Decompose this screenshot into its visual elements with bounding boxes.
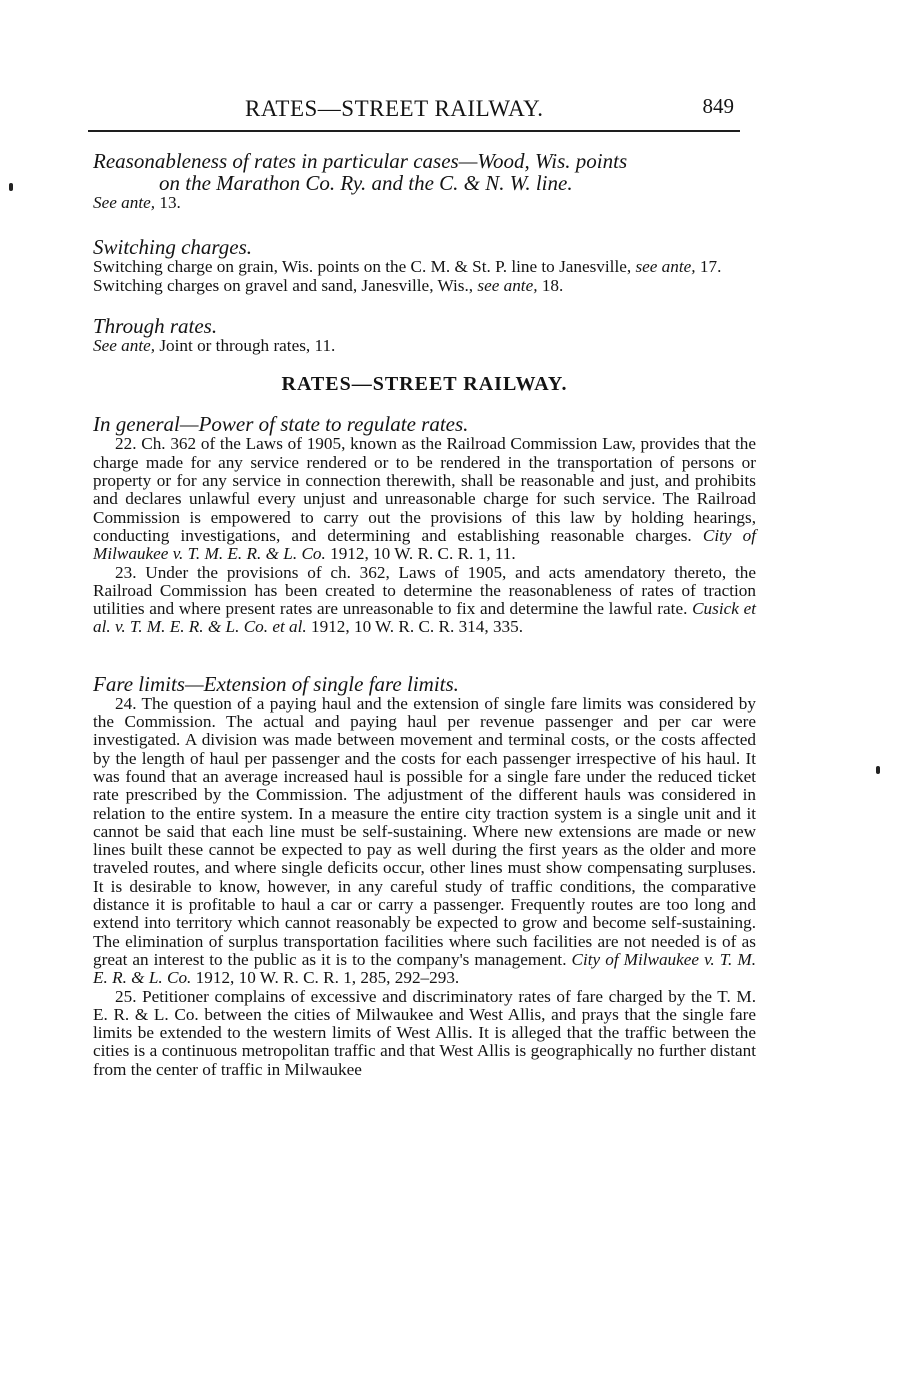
heading-in-general: In general—Power of state to regulate rates. <box>93 412 469 437</box>
ref-number: 13. <box>155 193 181 212</box>
heading-fare-limits: Fare limits—Extension of single fare limits. <box>93 671 459 696</box>
switching-item-gravel <box>93 277 756 295</box>
report-citation: 1912, 10 W. R. C. R. 1, 11. <box>325 544 516 564</box>
section-title: RATES—STREET RAILWAY. <box>281 373 568 396</box>
switching-item-grain <box>93 258 756 276</box>
heading-line: Reasonableness of rates in particular cases—Wood, Wis. points <box>93 149 628 173</box>
see-ante-reference <box>93 194 756 212</box>
item-text: Switching charges on gravel and sand, Janesville, Wis., <box>93 275 478 295</box>
report-citation: 1912, 10 W. R. C. R. 1, 285, 292–293. <box>191 968 460 988</box>
paragraph-text: 24. The question of a paying haul and the extension of single fare limits was considered by the Commission. The actual and paying haul per revenue passenger and per car were investigated. A division was made between movement and terminal costs, or the costs affected by the length of haul per passenger and the costs for each passenger irrespective of his haul. It was found that an average increased haul is possible for a single fare under the reduced ticket rate prescribed by the Commission. The adjustment of the different hauls was considered in relation to the entire system. In a measure the entire city traction system is a single unit and it cannot be said that each line must be self-sustaining. Where new extensions are made or new lines built these cannot be expected to pay as well during the first years as the older and more traveled routes, and where single deficits occur, other lines must show compensating surpluses. It is desirable to know, however, in any careful study of traffic conditions, the comparative distance it is profitable to haul a car or carry a passenger. Frequently routes are too long and extend into territory which cannot reasonably be expected to grow and become self-sustaining. The elimination of surplus transportation facilities where such facilities are not needed is of as great an interest to the public as it is to the company's management. <box>93 693 756 969</box>
page-number: 849 <box>702 94 734 118</box>
page-body <box>93 150 756 1079</box>
paragraph-22 <box>93 435 756 563</box>
heading-through-rates: Through rates. <box>93 313 218 338</box>
spacer <box>93 295 756 315</box>
see-ante-label: see ante, <box>635 257 696 277</box>
item-text: Switching charge on grain, Wis. points on the C. M. & St. P. line to Janesville, <box>93 257 636 277</box>
case-citation: Cusick et al. v. T. M. E. R. & L. Co. et al. <box>93 599 756 637</box>
case-citation: City of Milwaukee v. T. M. E. R. & L. Co. <box>93 525 756 564</box>
paragraph-text: 23. Under the provisions of ch. 362, Laws of 1905, and acts amendatory thereto, the Railroad Commission has been created to determine the reasonableness of rates of traction utilities and where present rates are unreasonable to fix and determine the lawful rate. <box>93 562 756 619</box>
case-citation: City of Milwaukee v. T. M. E. R. & L. Co. <box>93 949 756 988</box>
running-header <box>88 96 738 128</box>
paragraph-25: 25. Petitioner complains of excessive and discriminatory rates of fare charged by the T. M. E. R. & L. Co. between the cities of Milwaukee and West Allis, and prays that the single fare limits be extended to the western limits of West Allis. It is alleged that the traffic between the cities is a continuous metropolitan traffic and that West Allis is geographically no further distant from the center of traffic in Milwaukee <box>93 986 756 1079</box>
margin-mark <box>876 766 880 774</box>
spacer <box>93 637 756 673</box>
spacer <box>93 393 756 413</box>
running-title: RATES—STREET RAILWAY. <box>245 96 544 121</box>
header-rule <box>88 130 740 132</box>
spacer <box>93 355 756 375</box>
see-ante-label: See ante, <box>93 335 156 355</box>
spacer <box>93 212 756 236</box>
report-citation: 1912, 10 W. R. C. R. 314, 335. <box>306 617 524 637</box>
paragraph-text: 22. Ch. 362 of the Laws of 1905, known as the Railroad Commission Law, provides that the charge made for any service rendered or to be rendered in the transportation of persons or property or for any service in connection therewith, shall be reasonable and just, and prohibits and declares unlawful every unjust and unreasonable charge for such service. The Railroad Commission is empowered to carry out the provisions of this law by holding hearings, conducting investigations, and determining and establishing reasonable charges. <box>93 434 756 545</box>
paragraph-24 <box>93 695 756 988</box>
heading-line: on the Marathon Co. Ry. and the C. & N. W. line. <box>159 171 573 195</box>
heading-switching-charges: Switching charges. <box>93 235 253 260</box>
ref-number: 17. <box>695 257 722 277</box>
see-ante-label: See ante, <box>93 193 156 212</box>
paragraph-23 <box>93 564 756 637</box>
ref-number: 18. <box>537 275 564 295</box>
margin-mark <box>9 183 13 191</box>
heading-reasonableness <box>93 150 756 194</box>
ref-text: Joint or through rates, 11. <box>155 335 336 355</box>
see-ante-label: see ante, <box>477 275 538 295</box>
see-ante-reference <box>93 337 756 355</box>
